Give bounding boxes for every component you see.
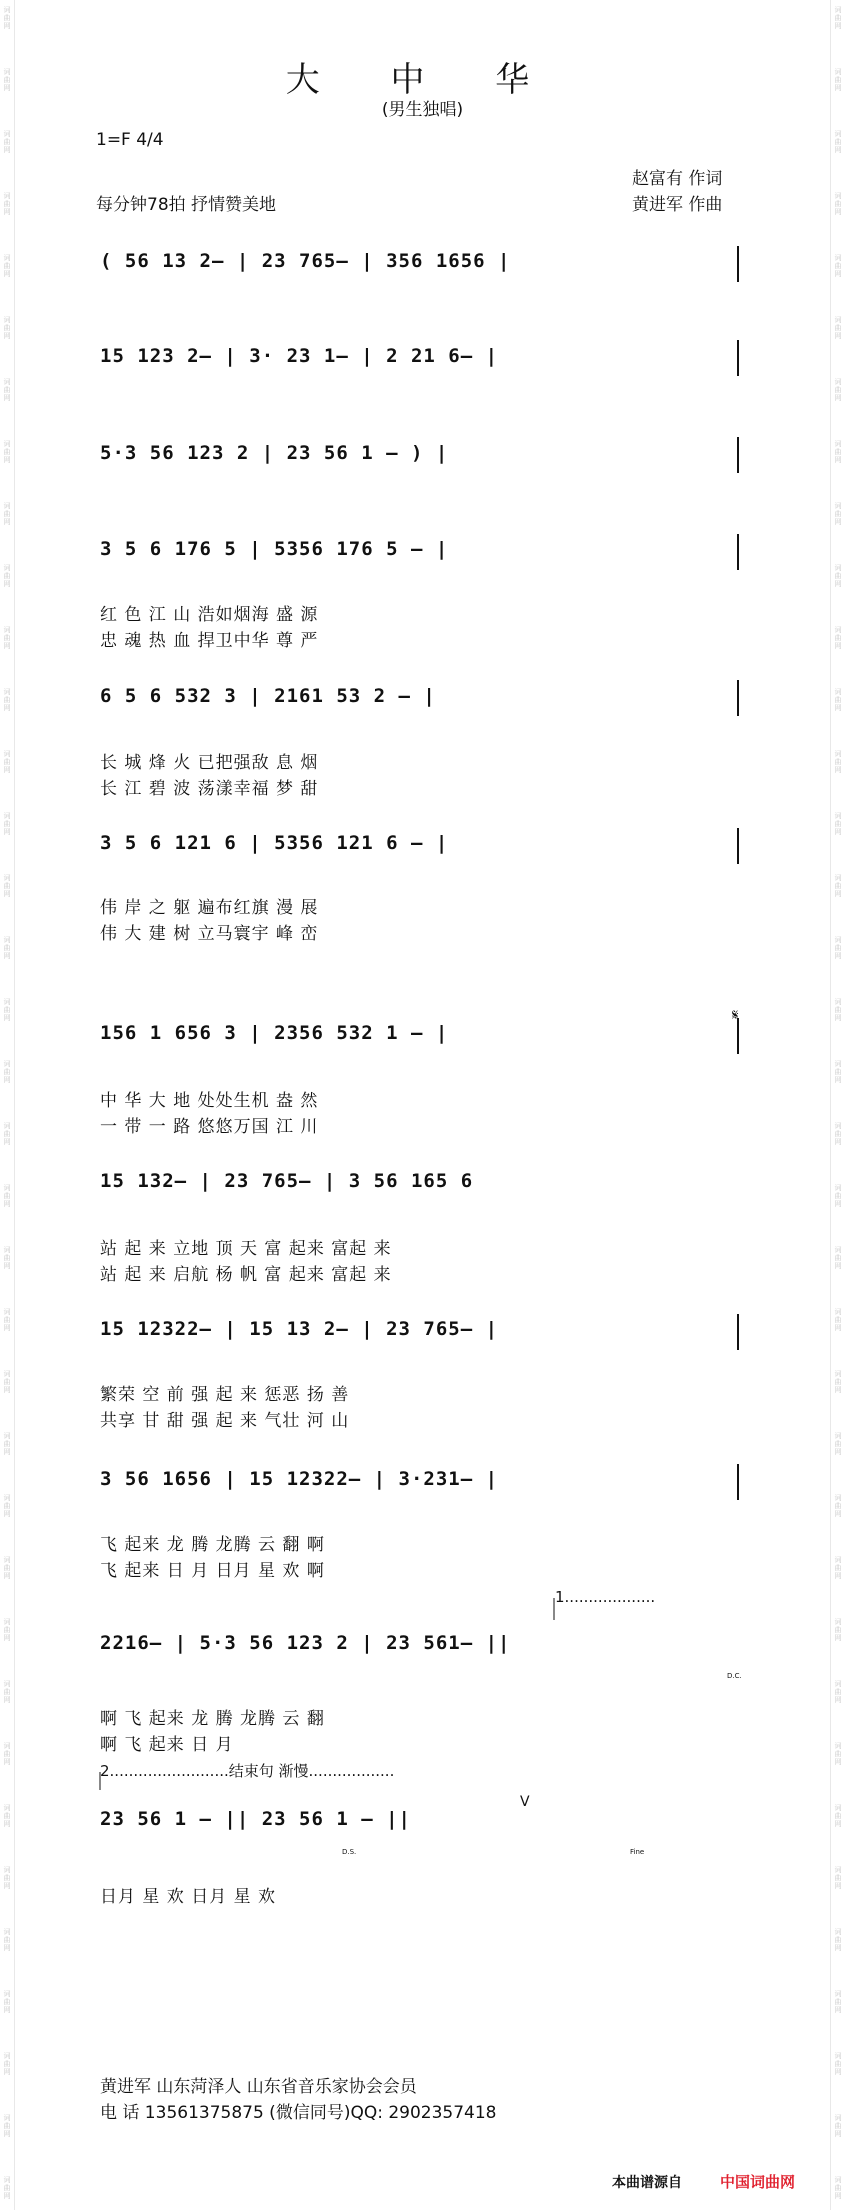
watermark-text: 词 曲 网	[834, 1122, 842, 1146]
watermark-text: 词 曲 网	[3, 1122, 11, 1146]
watermark-text: 词 曲 网	[3, 1866, 11, 1890]
watermark-text: 词 曲 网	[3, 2052, 11, 2076]
lyric-row-6-verse-1: 伟 岸 之 躯 遍布红旗 漫 展	[100, 898, 319, 918]
source-label: 本曲谱源自	[612, 2175, 682, 2191]
watermark-text: 词 曲 网	[834, 1060, 842, 1084]
watermark-text: 词 曲 网	[834, 1618, 842, 1642]
watermark-text: 词 曲 网	[3, 1494, 11, 1518]
watermark-text: 词 曲 网	[834, 378, 842, 402]
segno-mark: 𝄋	[732, 1006, 739, 1024]
watermark-text: 词 曲 网	[3, 1804, 11, 1828]
watermark-text: 词 曲 网	[3, 378, 11, 402]
song-subtitle: (男生独唱)	[381, 100, 464, 120]
watermark-text: 词 曲 网	[3, 1556, 11, 1580]
watermark-text: 词 曲 网	[834, 1866, 842, 1890]
watermark-text: 词 曲 网	[834, 936, 842, 960]
watermark-text: 词 曲 网	[834, 1370, 842, 1394]
lyric-row-4-verse-1: 红 色 江 山 浩如烟海 盛 源	[100, 605, 319, 625]
watermark-text: 词 曲 网	[834, 130, 842, 154]
score-row-5: 6 5 6 532 3 | 2161 53 2 — |	[100, 685, 436, 707]
score-row-7: 156 1 656 3 | 2356 532 1 — |	[100, 1022, 449, 1044]
lyric-row-9-verse-1: 繁荣 空 前 强 起 来 惩恶 扬 善	[100, 1385, 350, 1405]
watermark-text: 词 曲 网	[834, 1432, 842, 1456]
watermark-text: 词 曲 网	[834, 254, 842, 278]
watermark-text: 词 曲 网	[834, 998, 842, 1022]
watermark-text: 词 曲 网	[3, 2114, 11, 2138]
lyric-row-10-verse-1: 飞 起来 龙 腾 龙腾 云 翻 啊	[100, 1535, 325, 1555]
composer-credit: 黄进军 作曲	[632, 195, 723, 215]
watermark-text: 词 曲 网	[834, 1308, 842, 1332]
score-row-8: 15 132— | 23 765— | 3 56 165 6	[100, 1170, 474, 1192]
key-signature: 1=F 4/4	[96, 130, 164, 150]
tempo-marking: 每分钟78拍 抒情赞美地	[96, 195, 277, 215]
lyric-row-5-verse-1: 长 城 烽 火 已把强敌 息 烟	[100, 753, 319, 773]
lyric-row-12: 日月 星 欢 日月 星 欢	[100, 1887, 277, 1907]
watermark-text: 词 曲 网	[3, 316, 11, 340]
lyric-row-7-verse-1: 中 华 大 地 处处生机 盎 然	[100, 1091, 319, 1111]
song-title: 大 中 华	[285, 60, 560, 100]
watermark-text: 词 曲 网	[834, 1494, 842, 1518]
watermark-text: 词 曲 网	[3, 812, 11, 836]
watermark-text: 词 曲 网	[3, 6, 11, 30]
watermark-text: 词 曲 网	[3, 1308, 11, 1332]
watermark-text: 词 曲 网	[834, 688, 842, 712]
score-row-3: 5·3 56 123 2 | 23 56 1 — ) |	[100, 442, 449, 464]
watermark-text: 词 曲 网	[834, 316, 842, 340]
watermark-text: 词 曲 网	[3, 1928, 11, 1952]
watermark-text: 词 曲 网	[3, 2176, 11, 2200]
watermark-text: 词 曲 网	[3, 1680, 11, 1704]
score-row-2: 15 123 2— | 3· 23 1— | 2 21 6— |	[100, 345, 499, 367]
score-row-11: 2216— | 5·3 56 123 2 | 23 561— ||	[100, 1632, 511, 1654]
watermark-text: 词 曲 网	[3, 440, 11, 464]
watermark-text: 词 曲 网	[3, 68, 11, 92]
breath-mark: V	[520, 1794, 530, 1810]
composer-contact: 电 话 13561375875 (微信同号)QQ: 2902357418	[100, 2103, 497, 2123]
watermark-text: 词 曲 网	[3, 750, 11, 774]
dc-mark: D.C.	[727, 1672, 742, 1680]
watermark-text: 词 曲 网	[3, 688, 11, 712]
ds-mark: D.S.	[342, 1848, 357, 1856]
score-row-10: 3 56 1656 | 15 12322— | 3·231— |	[100, 1468, 499, 1490]
watermark-text: 词 曲 网	[3, 1618, 11, 1642]
lyricist-credit: 赵富有 作词	[632, 169, 723, 189]
watermark-text: 词 曲 网	[3, 626, 11, 650]
watermark-text: 词 曲 网	[3, 192, 11, 216]
watermark-text: 词 曲 网	[3, 564, 11, 588]
watermark-text: 词 曲 网	[3, 1246, 11, 1270]
watermark-text: 词 曲 网	[834, 750, 842, 774]
score-row-12: 23 56 1 — || 23 56 1 — ||	[100, 1808, 411, 1830]
score-row-1: ( 56 13 2— | 23 765— | 356 1656 |	[100, 250, 511, 272]
fine-mark: Fine	[630, 1848, 645, 1856]
watermark-text: 词 曲 网	[3, 1184, 11, 1208]
lyric-row-5-verse-2: 长 江 碧 波 荡漾幸福 梦 甜	[100, 779, 319, 799]
watermark-text: 词 曲 网	[834, 1804, 842, 1828]
site-logo-text[interactable]: 中国词曲网	[720, 2173, 796, 2191]
watermark-text: 词 曲 网	[834, 1680, 842, 1704]
watermark-text: 词 曲 网	[834, 874, 842, 898]
watermark-text: 词 曲 网	[3, 1432, 11, 1456]
watermark-text: 词 曲 网	[3, 1370, 11, 1394]
watermark-text: 词 曲 网	[834, 68, 842, 92]
lyric-row-10-verse-2: 飞 起来 日 月 日月 星 欢 啊	[100, 1561, 325, 1581]
score-row-9: 15 12322— | 15 13 2— | 23 765— |	[100, 1318, 499, 1340]
lyric-row-9-verse-2: 共享 甘 甜 强 起 来 气壮 河 山	[100, 1411, 350, 1431]
watermark-text: 词 曲 网	[3, 998, 11, 1022]
watermark-text: 词 曲 网	[834, 812, 842, 836]
watermark-text: 词 曲 网	[3, 874, 11, 898]
lyric-row-8-verse-2: 站 起 来 启航 杨 帆 富 起来 富起 来	[100, 1265, 392, 1285]
watermark-text: 词 曲 网	[834, 1928, 842, 1952]
watermark-text: 词 曲 网	[834, 564, 842, 588]
lyric-row-11-verse-1: 啊 飞 起来 龙 腾 龙腾 云 翻	[100, 1709, 325, 1729]
lyric-row-7-verse-2: 一 带 一 路 悠悠万国 江 川	[100, 1117, 319, 1137]
watermark-text: 词 曲 网	[834, 2176, 842, 2200]
watermark-text: 词 曲 网	[834, 192, 842, 216]
score-row-4: 3 5 6 176 5 | 5356 176 5 — |	[100, 538, 449, 560]
watermark-text: 词 曲 网	[3, 502, 11, 526]
watermark-text: 词 曲 网	[3, 936, 11, 960]
lyric-row-11-verse-2: 啊 飞 起来 日 月	[100, 1735, 234, 1755]
watermark-text: 词 曲 网	[834, 1556, 842, 1580]
score-row-6: 3 5 6 121 6 | 5356 121 6 — |	[100, 832, 449, 854]
watermark-text: 词 曲 网	[834, 1990, 842, 2014]
watermark-text: 词 曲 网	[834, 1184, 842, 1208]
watermark-text: 词 曲 网	[3, 130, 11, 154]
watermark-text: 词 曲 网	[834, 2052, 842, 2076]
watermark-text: 词 曲 网	[834, 1742, 842, 1766]
watermark-text: 词 曲 网	[834, 626, 842, 650]
watermark-text: 词 曲 网	[3, 254, 11, 278]
lyric-row-4-verse-2: 忠 魂 热 血 捍卫中华 尊 严	[100, 631, 319, 651]
composer-bio: 黄进军 山东菏泽人 山东省音乐家协会会员	[100, 2077, 417, 2097]
watermark-text: 词 曲 网	[834, 2114, 842, 2138]
volta-first-ending: 1...................	[555, 1588, 656, 1606]
watermark-text: 词 曲 网	[834, 6, 842, 30]
watermark-text: 词 曲 网	[3, 1742, 11, 1766]
lyric-row-8-verse-1: 站 起 来 立地 顶 天 富 起来 富起 来	[100, 1239, 392, 1259]
watermark-text: 词 曲 网	[3, 1990, 11, 2014]
watermark-text: 词 曲 网	[3, 1060, 11, 1084]
watermark-text: 词 曲 网	[834, 502, 842, 526]
watermark-text: 词 曲 网	[834, 1246, 842, 1270]
watermark-text: 词 曲 网	[834, 440, 842, 464]
lyric-row-6-verse-2: 伟 大 建 树 立马寰宇 峰 峦	[100, 924, 319, 944]
volta-second-ending: 2.........................结束句 渐慢..................	[100, 1762, 395, 1780]
